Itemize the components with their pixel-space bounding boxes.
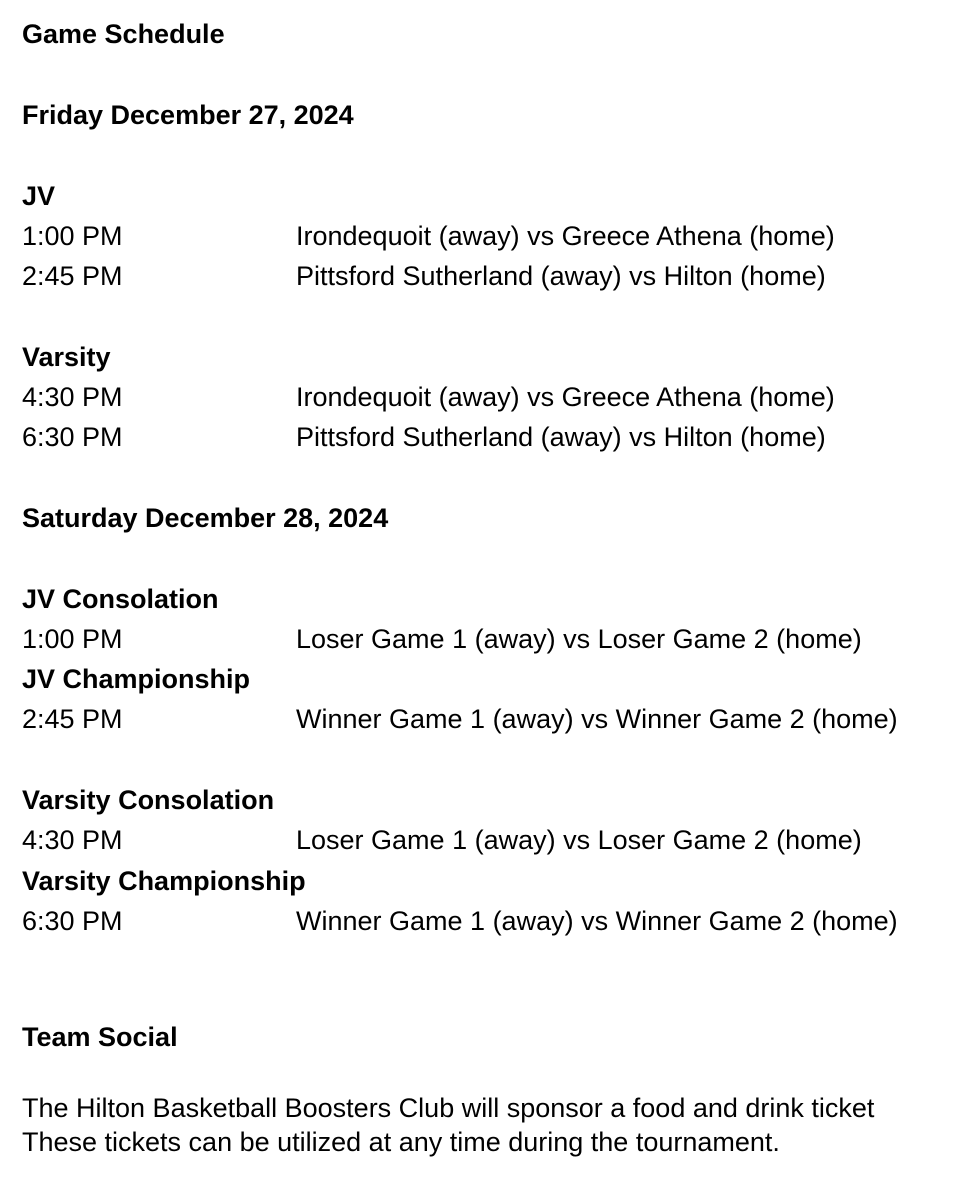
game-time: 4:30 PM <box>22 825 123 855</box>
game-row <box>0 699 961 739</box>
social-text-line-1: The Hilton Basketball Boosters Club will sponsor a food and drink ticket <box>22 1093 875 1123</box>
page-title: Game Schedule <box>22 19 225 49</box>
game-row <box>0 417 961 457</box>
group-heading-jv-championship: JV Championship <box>22 664 251 694</box>
game-matchup: Pittsford Sutherland (away) vs Hilton (home) <box>296 422 826 452</box>
game-row <box>0 216 961 256</box>
game-time: 6:30 PM <box>22 906 123 936</box>
game-row <box>0 256 961 296</box>
group-heading-varsity-championship: Varsity Championship <box>22 866 306 896</box>
game-time: 2:45 PM <box>22 261 123 291</box>
day-heading-friday: Friday December 27, 2024 <box>22 100 354 130</box>
group-heading-varsity: Varsity <box>22 342 111 372</box>
game-time: 1:00 PM <box>22 624 123 654</box>
group-heading-jv: JV <box>22 181 56 211</box>
social-text-line-2: These tickets can be utilized at any time during the tournament. <box>22 1127 780 1157</box>
game-row <box>0 820 961 860</box>
game-matchup: Loser Game 1 (away) vs Loser Game 2 (home) <box>296 624 862 654</box>
day-heading-saturday: Saturday December 28, 2024 <box>22 503 389 533</box>
game-row <box>0 901 961 941</box>
game-matchup: Irondequoit (away) vs Greece Athena (home) <box>296 221 835 251</box>
game-time: 1:00 PM <box>22 221 123 251</box>
game-row <box>0 377 961 417</box>
group-heading-varsity-consolation: Varsity Consolation <box>22 785 275 815</box>
game-matchup: Loser Game 1 (away) vs Loser Game 2 (home) <box>296 825 862 855</box>
group-heading-jv-consolation: JV Consolation <box>22 584 219 614</box>
game-row <box>0 619 961 659</box>
game-matchup: Pittsford Sutherland (away) vs Hilton (home) <box>296 261 826 291</box>
game-time: 6:30 PM <box>22 422 123 452</box>
game-matchup: Winner Game 1 (away) vs Winner Game 2 (home) <box>296 704 898 734</box>
game-matchup: Winner Game 1 (away) vs Winner Game 2 (home) <box>296 906 898 936</box>
game-time: 2:45 PM <box>22 704 123 734</box>
social-heading: Team Social <box>22 1022 178 1052</box>
game-time: 4:30 PM <box>22 382 123 412</box>
game-matchup: Irondequoit (away) vs Greece Athena (home) <box>296 382 835 412</box>
